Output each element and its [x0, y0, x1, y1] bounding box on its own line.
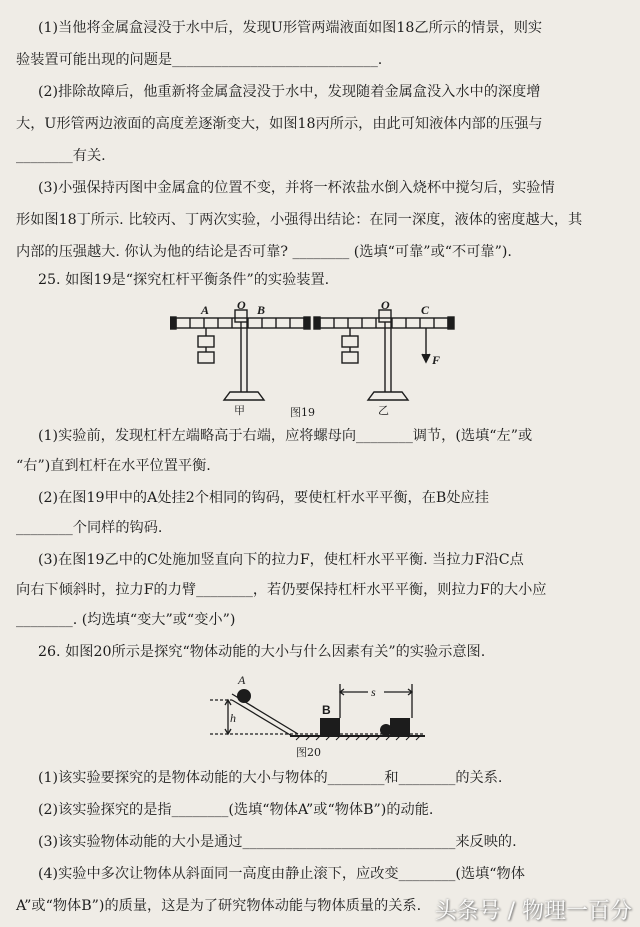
text-line-19: (2)该实验探究的是指________(选填“物体A”或“物体B”)的动能.	[38, 802, 434, 818]
label-B: B	[322, 703, 331, 717]
figure-19-caption: 图19	[290, 406, 315, 419]
text-line-10: (1)实验前，发现杠杆左端略高于右端，应将螺母向________调节，(选填“左”或	[38, 428, 533, 444]
figure-19-lever-diagram	[170, 300, 470, 420]
label-O-right: O	[381, 300, 390, 312]
text-line-3: (2)排除故障后，他重新将金属盒浸没于水中，发现随着金属盒没入水中的深度增	[38, 84, 541, 100]
text-line-11: “右”)直到杠杆在水平位置平衡.	[16, 458, 211, 474]
text-line-13: ________个同样的钩码.	[16, 520, 163, 536]
watermark: 头条号 / 物理一百分	[434, 899, 632, 924]
text-line-14: (3)在图19乙中的C处施加竖直向下的拉力F，使杠杆水平平衡. 当拉力F沿C点	[38, 552, 524, 568]
text-line-6: (3)小强保持丙图中金属盒的位置不变，并将一杯浓盐水倒入烧杯中搅匀后，实验情	[38, 180, 555, 196]
question-26-title: 26. 如图20所示是探究“物体动能的大小与什么因素有关”的实验示意图.	[38, 644, 486, 660]
label-s: s	[371, 685, 376, 699]
label-B: B	[257, 303, 266, 317]
text-line-18: (1)该实验要探究的是物体动能的大小与物体的________和________的关系.	[38, 770, 503, 786]
text-line-20: (3)该实验物体动能的大小是通过______________________________来反映的.	[38, 834, 517, 850]
text-line-7: 形如图18丁所示. 比较丙、丁两次实验，小强得出结论：在同一深度，液体的密度越大，其	[16, 212, 583, 228]
label-A: A	[238, 673, 246, 687]
text-line-12: (2)在图19甲中的A处挂2个相同的钩码，要使杠杆水平平衡，在B处应挂	[38, 490, 489, 506]
figure-20-ramp-diagram	[200, 670, 425, 760]
text-line-16: ________. (均选填“变大”或“变小”)	[16, 612, 236, 628]
text-line-4: 大，U形管两边液面的高度差逐渐变大，如图18丙所示，由此可知液体内部的压强与	[16, 116, 543, 132]
text-line-1: (1)当他将金属盒浸没于水中后，发现U形管两端液面如图18乙所示的情景，则实	[38, 20, 543, 36]
text-line-5: ________有关.	[16, 148, 106, 164]
label-A: A	[201, 303, 210, 317]
question-25-title: 25. 如图19是“探究杠杆平衡条件”的实验装置.	[38, 272, 330, 288]
label-C: C	[421, 303, 430, 317]
text-line-21: (4)实验中多次让物体从斜面同一高度由静止滚下，应改变________(选填“物体	[38, 866, 525, 882]
label-O-left: O	[237, 300, 246, 312]
text-line-2: 验装置可能出现的问题是_____________________________.	[16, 52, 383, 68]
text-line-22: A”或“物体B”)的质量，这是为了研究物体动能与物体质量的关系.	[16, 898, 422, 914]
label-h: h	[230, 711, 236, 725]
text-line-15: 向右下倾斜时，拉力F的力臂________，若仍要保持杠杆水平平衡，则拉力F的大小应	[16, 582, 547, 598]
text-line-8: 内部的压强越大. 你认为他的结论是否可靠? ________ (选填“可靠”或“不可靠”).	[16, 244, 512, 260]
figure-20-caption: 图20	[296, 746, 321, 759]
label-jia: 甲	[234, 404, 245, 417]
label-F: F	[432, 353, 441, 367]
label-yi: 乙	[378, 404, 389, 417]
